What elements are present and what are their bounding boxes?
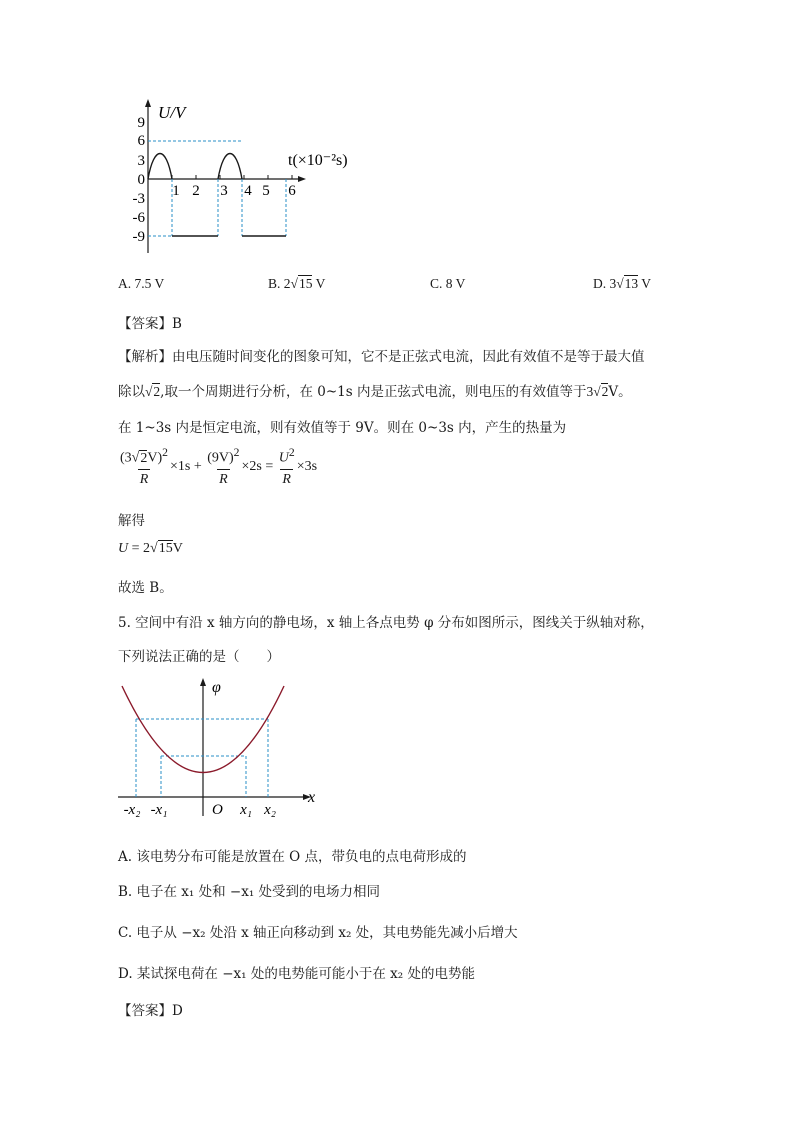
y-axis-label: φ [212,679,221,696]
term-1-fraction: $\frac{(3√2V)^2}{R}$ [120,446,168,487]
q5-stem-line-1: 5. 空间中有沿 x 轴方向的静电场，x 轴上各点电势 φ 分布如图所示，图线关于纵轴对称， [118,615,654,631]
y-tick-label: -3 [132,191,145,207]
y-tick-label: -6 [132,210,145,226]
x-tick-marks [172,175,292,179]
sine-half-wave-1 [148,154,172,180]
x-tick-label: 6 [288,183,296,199]
analysis-text-2b: ,取一个周期进行分析，在 0~1s 内是正弦式电流，则电压的有效值等于 [160,384,587,400]
x-tick-label: x₂ [264,802,276,818]
sqrt-2b: √2 [593,384,609,399]
solve-label: 解得 [118,513,145,529]
q4-analysis-line-1 [118,345,645,365]
sine-half-wave-2 [218,154,242,180]
x-tick-label: 4 [244,183,252,199]
result-equation: U = 2√15V [118,541,183,556]
x-tick-label: -x₂ [123,802,141,818]
potential-graph [112,674,327,819]
term-1-multiplier: ×1s + [169,459,202,475]
option-d-radical: √13 [616,276,639,291]
analysis-text-2c: 3 [586,384,594,399]
heat-equation [118,446,317,488]
analysis-text-2d: V。 [608,384,632,400]
option-b-prefix: B. 2 [268,276,291,291]
y-tick-label: -9 [132,229,145,245]
x-tick-label: 1 [172,183,180,199]
sqrt-2: √2 [145,384,161,399]
q4-analysis-line-2 [118,380,632,400]
x-tick-label: 5 [262,183,270,199]
x-tick-label: -x₁ [150,802,168,818]
analysis-text-2a: 除以 [118,384,145,400]
y-axis-arrow [145,99,151,107]
y-tick-labels [133,115,146,245]
y-axis-arrow [200,678,206,686]
x-axis-label: x [308,789,316,806]
conclusion: 故选 B。 [118,580,173,596]
term-3-multiplier: ×3s [296,459,318,475]
option-d-suffix: V [638,276,652,291]
x-tick-label: 2 [192,183,200,199]
option-b-suffix: V [312,276,326,291]
q5-option-c[interactable]: C. 电子从 −x₂ 处沿 x 轴正向移动到 x₂ 处，其电势能先减小后增大 [118,925,518,941]
voltage-time-graph [118,95,378,260]
q5-answer: 【答案】D [118,1003,183,1019]
y-tick-label: 9 [137,115,145,131]
q4-analysis-line-3: 在 1~3s 内是恒定电流，则有效值等于 9V。则在 0~3s 内，产生的热量为 [118,420,567,436]
analysis-tag: 【解析】 [118,349,172,365]
term-2-multiplier: ×2s = [241,459,274,475]
analysis-text-1: 由电压随时间变化的图象可知，它不是正弦式电流，因此有效值不是等于最大值 [172,349,645,365]
x-axis-label: t(×10⁻²s) [288,152,348,169]
q5-option-b[interactable]: B. 电子在 x₁ 处和 −x₁ 处受到的电场力相同 [118,884,381,900]
term-2-fraction: $\frac{(9V)^2}{R}$ [207,446,240,487]
option-c[interactable]: C. 8 V [430,276,466,291]
y-tick-label: 0 [137,172,145,188]
x-tick-labels [172,183,296,199]
x-axis-arrow [298,176,306,182]
q4-answer: 【答案】B [118,316,182,332]
x-tick-label: 3 [220,183,228,199]
q5-stem-line-2: 下列说法正确的是（ ） [118,649,280,665]
option-d[interactable] [593,276,651,292]
q5-option-d[interactable]: D. 某试探电荷在 −x₁ 处的电势能可能小于在 x₂ 处的电势能 [118,966,475,982]
option-b-radical: √15 [290,276,313,291]
option-d-prefix: D. 3 [593,276,617,291]
option-a[interactable]: A. 7.5 V [118,276,165,291]
y-tick-label: 3 [137,153,145,169]
x-tick-labels [124,802,276,818]
x-tick-label: x₁ [240,802,252,818]
origin-label: O [212,802,223,818]
dashed-guides [136,719,268,797]
option-b[interactable] [268,276,325,292]
y-tick-label: 6 [137,133,145,149]
term-3-fraction: $\frac{U^2}{R}$ [278,446,295,487]
y-axis-label: U/V [158,103,186,122]
q5-option-a[interactable]: A. 该电势分布可能是放置在 O 点，带负电的点电荷形成的 [118,849,467,865]
